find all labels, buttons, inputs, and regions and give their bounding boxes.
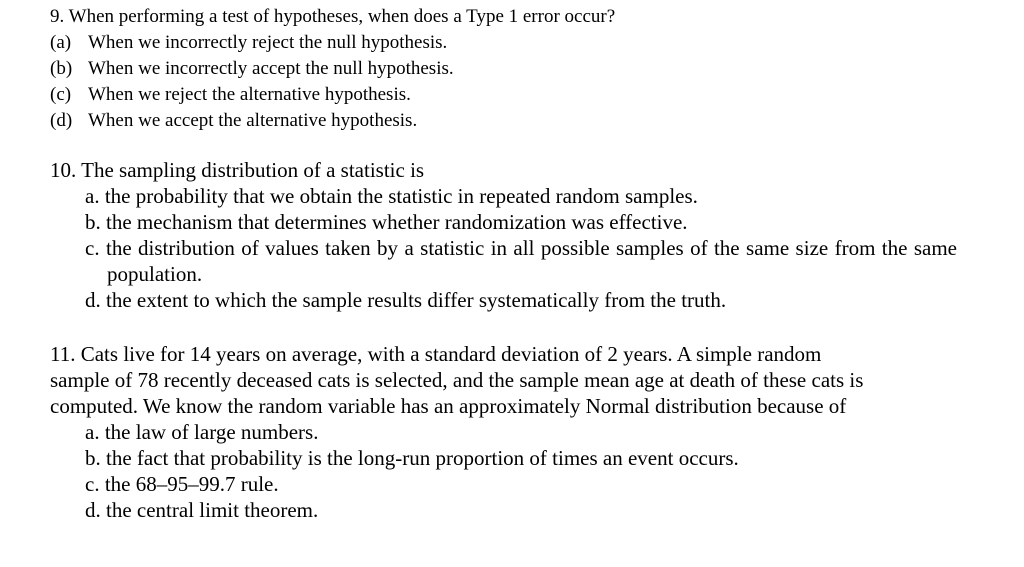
question-9-stem	[50, 4, 615, 30]
question-9	[50, 4, 615, 134]
option-letter: b.	[85, 446, 101, 470]
option-letter: d.	[85, 498, 101, 522]
option-text: the distribution of values taken by a statistic in all possible samples of the same size from the same population.	[105, 236, 958, 286]
option-a	[50, 30, 615, 56]
question-11-options	[50, 419, 863, 523]
option-c	[85, 471, 863, 497]
question-text: When performing a test of hypotheses, when does a Type 1 error occur?	[68, 6, 616, 27]
option-text: the 68–95–99.7 rule.	[104, 472, 279, 496]
option-text: the mechanism that determines whether randomization was effective.	[106, 210, 688, 234]
question-10-stem	[50, 157, 957, 183]
option-text: the extent to which the sample results differ systematically from the truth.	[106, 288, 727, 312]
option-a	[85, 419, 863, 445]
option-text: the law of large numbers.	[104, 420, 319, 444]
option-letter: (b)	[50, 58, 73, 79]
stem-line-3: computed. We know the random variable has an approximately Normal distribution because of	[50, 394, 847, 418]
option-letter: a.	[85, 184, 100, 208]
option-letter: (c)	[50, 84, 72, 105]
question-number: 11.	[50, 342, 76, 366]
question-10-options	[50, 183, 957, 313]
question-text: The sampling distribution of a statistic is	[81, 158, 425, 182]
option-text: When we incorrectly accept the null hypothesis.	[88, 58, 454, 79]
option-letter: a.	[85, 420, 100, 444]
stem-line-2: sample of 78 recently deceased cats is selected, and the sample mean age at death of these cats is	[50, 368, 864, 392]
question-number: 9.	[50, 6, 65, 27]
option-text: the fact that probability is the long-run proportion of times an event occurs.	[106, 446, 739, 470]
option-b	[50, 56, 615, 82]
question-10	[50, 157, 957, 313]
option-a	[85, 183, 957, 209]
option-text: When we reject the alternative hypothesis.	[88, 84, 411, 105]
option-text: the central limit theorem.	[106, 498, 319, 522]
question-number: 10.	[50, 158, 77, 182]
option-letter: d.	[85, 288, 101, 312]
option-letter: c.	[85, 472, 100, 496]
option-text: When we incorrectly reject the null hypothesis.	[88, 32, 448, 53]
question-text: Cats live for 14 years on average, with a standard deviation of 2 years. A simple random	[80, 342, 822, 366]
option-letter: c.	[85, 236, 100, 260]
question-11	[50, 341, 863, 523]
option-d	[50, 108, 615, 134]
option-text: When we accept the alternative hypothesis.	[88, 110, 418, 131]
stem-line-1	[50, 341, 863, 367]
option-b	[85, 209, 957, 235]
option-c	[85, 235, 957, 287]
question-11-stem	[50, 341, 863, 419]
option-c	[50, 82, 615, 108]
option-letter: (a)	[50, 32, 72, 53]
option-d	[85, 497, 863, 523]
option-b	[85, 445, 863, 471]
option-letter: b.	[85, 210, 101, 234]
option-text: the probability that we obtain the statistic in repeated random samples.	[104, 184, 698, 208]
question-9-options	[50, 30, 615, 134]
option-d	[85, 287, 957, 313]
option-letter: (d)	[50, 110, 73, 131]
